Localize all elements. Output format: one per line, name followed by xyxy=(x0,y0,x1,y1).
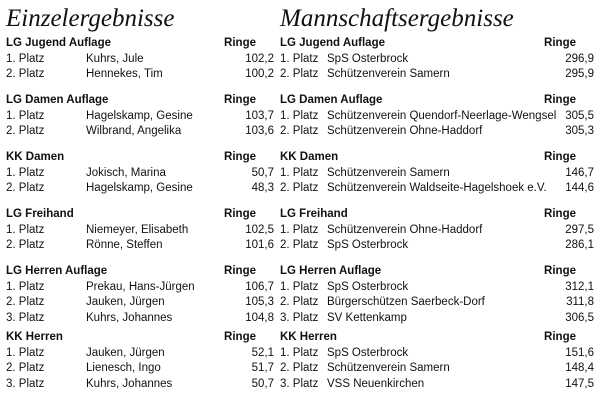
result-value: 306,5 xyxy=(565,311,594,324)
result-name: Kuhrs, Johannes xyxy=(86,377,173,390)
result-row xyxy=(6,124,274,140)
section-heading: KK Herren xyxy=(6,331,63,343)
ringe-label: Ringe xyxy=(224,331,256,343)
section-header xyxy=(280,36,594,52)
result-place: 1. Platz xyxy=(6,166,45,179)
mannschaft-title: Mannschaftsergebnisse xyxy=(280,5,514,32)
mannschaft-section xyxy=(280,330,594,390)
result-row xyxy=(280,295,594,311)
einzel-title: Einzelergebnisse xyxy=(6,5,175,32)
section-heading: LG Herren Auflage xyxy=(6,265,108,277)
result-row xyxy=(280,181,594,197)
mannschaft-column xyxy=(280,0,594,390)
section-heading: KK Damen xyxy=(280,151,339,163)
result-row xyxy=(6,166,274,182)
result-place: 2. Platz xyxy=(6,362,45,374)
result-value: 295,9 xyxy=(565,68,594,80)
result-name: SpS Osterbrock xyxy=(327,52,409,65)
result-name: SpS Osterbrock xyxy=(327,239,409,251)
result-name: SpS Osterbrock xyxy=(327,280,409,293)
result-name: Hagelskamp, Gesine xyxy=(86,109,193,122)
section-header xyxy=(6,36,274,52)
result-place: 1. Platz xyxy=(280,166,319,179)
result-name: Lienesch, Ingo xyxy=(86,362,161,374)
result-place: 2. Platz xyxy=(6,68,45,80)
mannschaft-section xyxy=(280,36,594,93)
result-value: 52,1 xyxy=(251,346,274,359)
result-value: 101,6 xyxy=(245,239,274,251)
section-heading: LG Freihand xyxy=(6,208,74,220)
result-place: 2. Platz xyxy=(280,125,319,137)
ringe-label: Ringe xyxy=(544,208,576,220)
result-place: 2. Platz xyxy=(280,239,319,251)
result-place: 2. Platz xyxy=(280,182,319,194)
result-row xyxy=(280,311,594,327)
result-place: 1. Platz xyxy=(6,109,45,122)
ringe-label: Ringe xyxy=(544,94,576,106)
result-row xyxy=(6,67,274,83)
einzel-sections xyxy=(6,36,274,390)
result-place: 1. Platz xyxy=(6,223,45,236)
result-place: 1. Platz xyxy=(280,52,319,65)
result-name: Niemeyer, Elisabeth xyxy=(86,223,189,236)
section-heading: LG Jugend Auflage xyxy=(280,37,385,49)
result-value: 296,9 xyxy=(565,52,594,65)
ringe-label: Ringe xyxy=(544,37,576,49)
section-heading: LG Damen Auflage xyxy=(6,94,109,106)
result-row xyxy=(280,124,594,140)
result-name: Hagelskamp, Gesine xyxy=(86,182,193,194)
mannschaft-sections xyxy=(280,36,594,390)
result-place: 1. Platz xyxy=(280,346,319,359)
result-place: 2. Platz xyxy=(6,296,45,308)
result-value: 146,7 xyxy=(565,166,594,179)
result-row xyxy=(280,166,594,182)
result-value: 297,5 xyxy=(565,223,594,236)
result-row xyxy=(280,346,594,362)
result-name: Schützenverein Ohne-Haddorf xyxy=(327,223,483,236)
result-row xyxy=(280,361,594,377)
result-row xyxy=(6,280,274,296)
result-place: 1. Platz xyxy=(6,52,45,65)
section-heading: LG Jugend Auflage xyxy=(6,37,111,49)
section-heading: LG Damen Auflage xyxy=(280,94,383,106)
result-value: 51,7 xyxy=(251,362,274,374)
section-header xyxy=(280,264,594,280)
result-name: Jauken, Jürgen xyxy=(86,296,165,308)
section-heading: KK Damen xyxy=(6,151,65,163)
ringe-label: Ringe xyxy=(224,151,256,163)
result-row xyxy=(6,181,274,197)
result-value: 106,7 xyxy=(245,280,274,293)
result-value: 305,3 xyxy=(565,125,594,137)
ringe-label: Ringe xyxy=(544,265,576,277)
result-value: 105,3 xyxy=(245,296,274,308)
result-row xyxy=(280,67,594,83)
result-name: Schützenverein Waldseite-Hagelshoek e.V. xyxy=(327,182,547,194)
ringe-label: Ringe xyxy=(224,94,256,106)
result-row xyxy=(6,346,274,362)
result-row xyxy=(280,377,594,393)
result-value: 147,5 xyxy=(565,377,594,390)
result-name: Jauken, Jürgen xyxy=(86,346,165,359)
result-value: 100,2 xyxy=(245,68,274,80)
result-row xyxy=(280,238,594,254)
section-header xyxy=(6,264,274,280)
section-header xyxy=(280,93,594,109)
result-value: 103,6 xyxy=(245,125,274,137)
result-row xyxy=(6,52,274,68)
ringe-label: Ringe xyxy=(544,151,576,163)
result-place: 3. Platz xyxy=(6,377,45,390)
result-place: 3. Platz xyxy=(280,311,319,324)
result-place: 1. Platz xyxy=(280,109,319,122)
result-place: 1. Platz xyxy=(280,223,319,236)
result-name: Schützenverein Ohne-Haddorf xyxy=(327,125,483,137)
result-row xyxy=(6,311,274,327)
mannschaft-section xyxy=(280,264,594,330)
einzel-section xyxy=(6,36,274,93)
result-value: 305,5 xyxy=(565,109,594,122)
einzel-section xyxy=(6,330,274,390)
result-place: 2. Platz xyxy=(280,362,319,374)
result-place: 3. Platz xyxy=(6,311,45,324)
ringe-label: Ringe xyxy=(544,331,576,343)
result-name: Rönne, Steffen xyxy=(86,239,163,251)
section-header xyxy=(280,150,594,166)
result-place: 2. Platz xyxy=(280,68,319,80)
result-value: 286,1 xyxy=(565,239,594,251)
result-row xyxy=(6,223,274,239)
result-value: 48,3 xyxy=(251,182,274,194)
result-place: 3. Platz xyxy=(280,377,319,390)
result-name: Jokisch, Marina xyxy=(86,166,166,179)
result-value: 102,5 xyxy=(245,223,274,236)
result-place: 2. Platz xyxy=(6,125,45,137)
ringe-label: Ringe xyxy=(224,37,256,49)
result-row xyxy=(6,377,274,393)
mannschaft-section xyxy=(280,207,594,264)
result-place: 2. Platz xyxy=(6,182,45,194)
result-row xyxy=(6,295,274,311)
result-name: Hennekes, Tim xyxy=(86,68,163,80)
result-name: VSS Neuenkirchen xyxy=(327,377,425,390)
ringe-label: Ringe xyxy=(224,265,256,277)
section-header xyxy=(6,207,274,223)
result-name: Kuhrs, Johannes xyxy=(86,311,173,324)
result-name: Schützenverein Samern xyxy=(327,68,450,80)
ringe-label: Ringe xyxy=(224,208,256,220)
einzel-section xyxy=(6,150,274,207)
section-heading: LG Freihand xyxy=(280,208,348,220)
einzel-section xyxy=(6,207,274,264)
section-header xyxy=(6,93,274,109)
result-value: 103,7 xyxy=(245,109,274,122)
result-place: 2. Platz xyxy=(280,296,319,308)
result-name: Schützenverein Samern xyxy=(327,362,450,374)
result-name: SV Kettenkamp xyxy=(327,311,407,324)
result-name: Bürgerschützen Saerbeck-Dorf xyxy=(327,296,485,308)
result-value: 151,6 xyxy=(565,346,594,359)
einzel-section xyxy=(6,93,274,150)
result-name: Kuhrs, Jule xyxy=(86,52,144,65)
result-place: 2. Platz xyxy=(6,239,45,251)
result-value: 312,1 xyxy=(565,280,594,293)
mannschaft-section xyxy=(280,93,594,150)
result-name: SpS Osterbrock xyxy=(327,346,409,359)
result-row xyxy=(280,109,594,125)
result-value: 50,7 xyxy=(251,377,274,390)
result-value: 148,4 xyxy=(565,362,594,374)
result-row xyxy=(280,223,594,239)
result-name: Prekau, Hans-Jürgen xyxy=(86,280,195,293)
result-row xyxy=(280,280,594,296)
result-value: 311,8 xyxy=(566,296,594,308)
section-header xyxy=(6,150,274,166)
result-name: Wilbrand, Angelika xyxy=(86,125,182,137)
result-row xyxy=(280,52,594,68)
einzel-column xyxy=(6,0,274,390)
section-header xyxy=(6,330,274,346)
result-row xyxy=(6,109,274,125)
result-value: 102,2 xyxy=(245,52,274,65)
result-value: 104,8 xyxy=(245,311,274,324)
section-heading: LG Herren Auflage xyxy=(280,265,382,277)
section-header xyxy=(280,207,594,223)
result-value: 50,7 xyxy=(251,166,274,179)
section-heading: KK Herren xyxy=(280,331,337,343)
result-place: 1. Platz xyxy=(6,280,45,293)
result-place: 1. Platz xyxy=(6,346,45,359)
result-row xyxy=(6,361,274,377)
result-row xyxy=(6,238,274,254)
section-header xyxy=(280,330,594,346)
result-value: 144,6 xyxy=(565,182,594,194)
result-place: 1. Platz xyxy=(280,280,319,293)
result-name: Schützenverein Quendorf-Neerlage-Wengsel xyxy=(327,109,557,122)
result-name: Schützenverein Samern xyxy=(327,166,450,179)
mannschaft-section xyxy=(280,150,594,207)
einzel-section xyxy=(6,264,274,330)
